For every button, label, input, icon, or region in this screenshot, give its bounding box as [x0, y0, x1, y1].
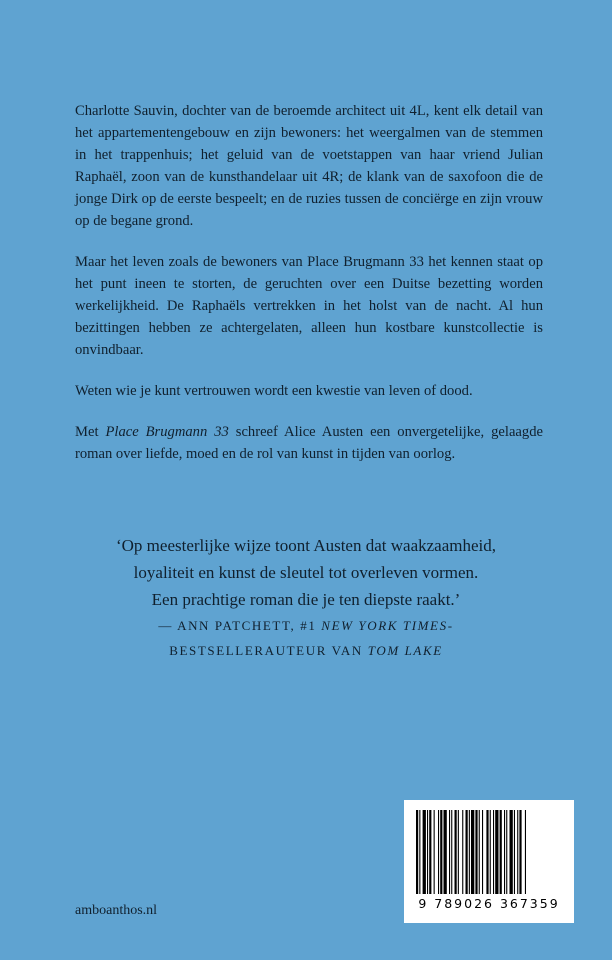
endorsement-quote — [40, 532, 572, 663]
attribution-author: — ANN PATCHETT, #1 — [158, 618, 322, 633]
quote-attribution-line-2 — [40, 638, 572, 663]
quote-line-2: loyaliteit en kunst de sleutel tot overleven vormen. — [133, 563, 479, 582]
book-title-inline: Place Brugmann 33 — [105, 424, 229, 440]
quote-line-3: Een prachtige roman die je ten diepste raakt.’ — [151, 590, 461, 609]
blurb-p4-end: schreef Alice Austen een onvergetelijke, gelaagde roman over liefde, moed en de rol van kunst in tijden van oorlog. — [75, 424, 543, 462]
attribution-publication: NEW YORK TIMES — [321, 618, 448, 633]
blurb-p4-start: Met — [75, 424, 106, 440]
blurb-paragraph-4 — [75, 421, 543, 465]
attribution-role: BESTSELLERAUTEUR VAN — [169, 643, 368, 658]
blurb-paragraph-2: Maar het leven zoals de bewoners van Place Brugmann 33 het kennen staat op het punt ineen te storten, de geruchten over een Duitse bezetting worden werkelijkheid. De Raphaëls vertrekken in het holst van de nacht. Al hun bezittingen hebben ze achtergelaten, alleen hun kostbare kunstcollectie is onvindbaar. — [75, 254, 543, 358]
blurb-paragraph-3: Weten wie je kunt vertrouwen wordt een kwestie van leven of dood. — [75, 383, 473, 399]
attribution-hyphen: - — [447, 618, 454, 633]
barcode-icon — [416, 810, 562, 894]
back-cover-blurb — [75, 100, 543, 484]
isbn-barcode — [404, 800, 574, 923]
isbn-number: 9 789026 367359 — [418, 896, 560, 911]
publisher-website: amboanthos.nl — [75, 903, 158, 918]
attribution-book-title: TOM LAKE — [367, 643, 443, 658]
quote-attribution-line-1 — [40, 613, 572, 638]
quote-line-1: ‘Op meesterlijke wijze toont Austen dat waakzaamheid, — [115, 536, 496, 555]
blurb-paragraph-1: Charlotte Sauvin, dochter van de beroemde architect uit 4L, kent elk detail van het appartementengebouw en zijn bewoners: het weergalmen van de stemmen in het trappenhuis; het geluid van de voetstappen van haar vriend Julian Raphaël, zoon van de kunsthandelaar uit 4R; de klank van de saxofoon die de jonge Dirk op de eerste bespeelt; en de ruzies tussen de conciërge en zijn vrouw op de begane grond. — [75, 103, 543, 229]
